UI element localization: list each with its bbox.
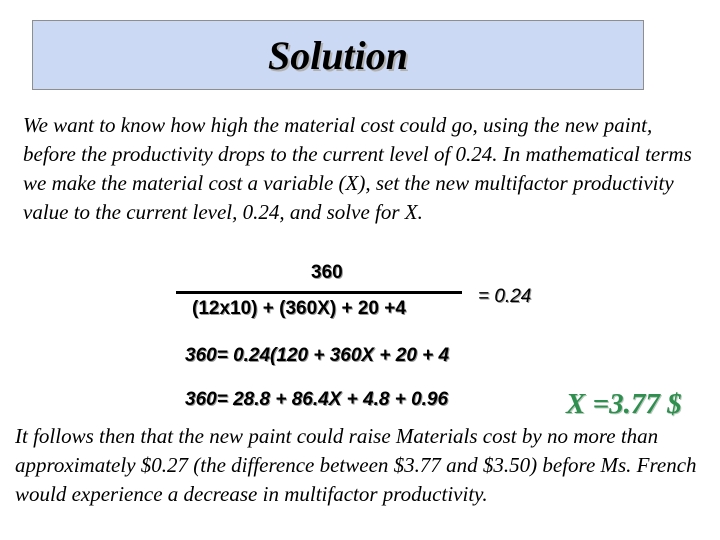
equation-equals-value: = 0.24 xyxy=(478,286,532,307)
equation-denominator: (12x10) + (360X) + 20 +4 xyxy=(192,298,406,319)
equation-step-2: 360= 28.8 + 86.4X + 4.8 + 0.96 xyxy=(185,389,449,410)
title-box xyxy=(32,20,644,90)
intro-paragraph: We want to know how high the material cost could go, using the new paint, before the productivity drops to the current level of 0.24. In mathematical terms we make the material cost a variable (X), set the new multifactor productivity value to the current level, 0.24, and solve for X. xyxy=(23,113,692,224)
slide-title: Solution xyxy=(267,32,409,78)
conclusion-paragraph: It follows then that the new paint could raise Materials cost by no more than approximately $0.27 (the difference between $3.77 and $3.50) before Ms. French would experience a decrease in multifactor productivity. xyxy=(15,424,697,506)
answer-value: X =3.77 $ xyxy=(566,388,682,420)
equation-step-1: 360= 0.24(120 + 360X + 20 + 4 xyxy=(185,345,450,366)
fraction-bar xyxy=(176,291,462,294)
equation-numerator: 360 xyxy=(311,262,343,283)
